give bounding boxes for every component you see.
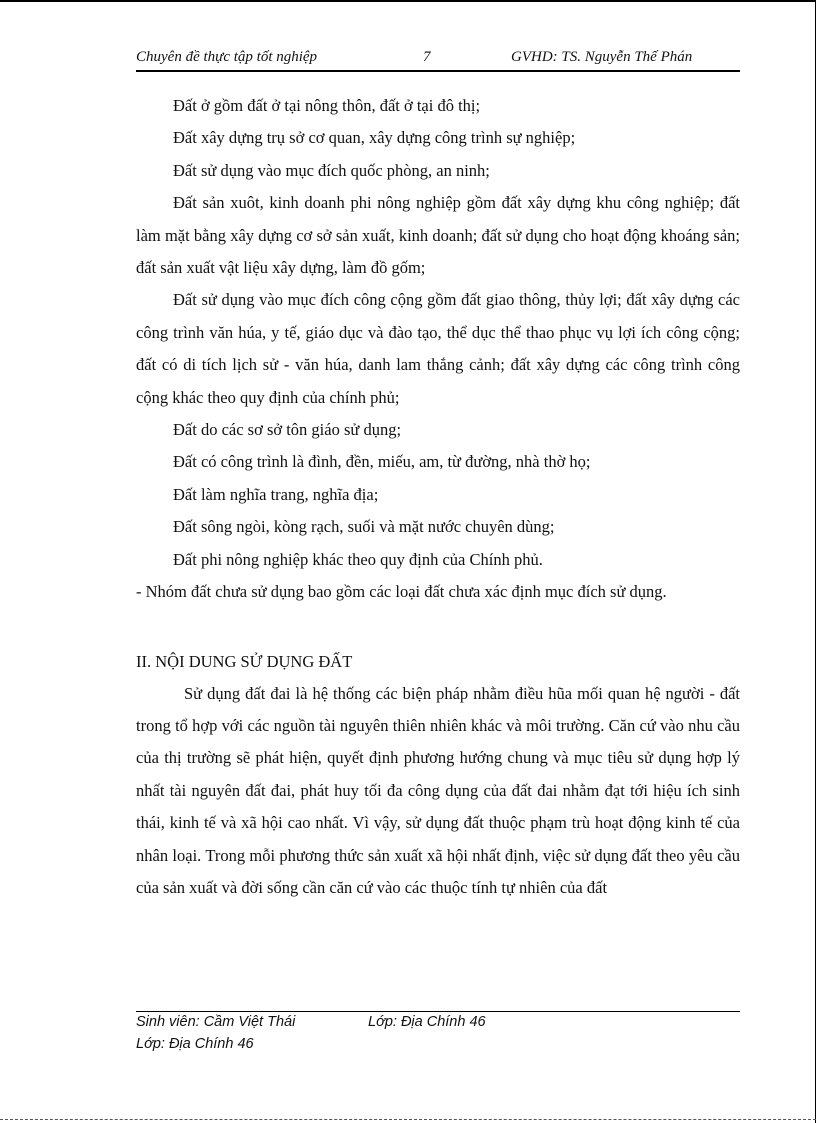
paragraph: Đất có công trình là đình, đền, miếu, am, từ đường, nhà thờ họ; [173,452,591,472]
document-body [136,90,740,904]
footer-class-repeat: Lớp: Địa Chính 46 [136,1036,254,1052]
page-header [136,48,740,72]
paragraph: - Nhóm đất chưa sử dụng bao gồm các loại đất chưa xác định mục đích sử dụng. [136,582,667,602]
section-paragraph: Sử dụng đất đai là hệ thống các biện pháp nhằm điều hũa mối quan hệ người - đất trong tổ hợp với các nguồn tài nguyên thiên nhiên khác và môi trường. Căn cứ vào nhu cầu của thị trường sẽ phát hiện, quyết định phương hướng chung và mục tiêu sử dụng hợp lý nhất tài nguyên đất đai, phát huy tối đa công dụng của đất đai nhằm đạt tới hiệu ích sinh thái, kinh tế và xã hội cao nhất. Vì vậy, sử dụng đất thuộc phạm trù hoạt động kinh tế của nhân loại. Trong mỗi phương thức sản xuất xã hội nhất định, việc sử dụng đất theo yêu cầu của sản xuất và đời sống cần căn cứ vào các thuộc tính tự nhiên của đất [136,683,740,897]
paragraph: Đất sử dụng vào mục đích công cộng gồm đất giao thông, thủy lợi; đất xây dựng các công trình văn húa, y tế, giáo dục và đào tạo, thể dục thể thao phục vụ lợi ích công cộng; đất có di tích lịch sử - văn húa, danh lam thắng cảnh; đất xây dựng các công trình công cộng khác theo quy định của chính phủ; [136,290,740,407]
header-advisor: GVHD: TS. Nguyễn Thế Phán [511,49,693,65]
page-footer [136,1011,740,1056]
section-heading: II. NỘI DUNG SỬ DỤNG ĐẤT [136,651,353,671]
paragraph: Đất phi nông nghiệp khác theo quy định của Chính phủ. [173,549,543,569]
paragraph: Đất ở gồm đất ở tại nông thôn, đất ở tại đô thị; [173,96,481,115]
page-break-line [0,1119,816,1120]
page-number: 7 [423,49,431,65]
paragraph: Đất sử dụng vào mục đích quốc phòng, an ninh; [173,160,490,180]
footer-student: Sinh viên: Cầm Việt Thái [136,1014,296,1030]
paragraph: Đất sông ngòi, kòng rạch, suối và mặt nước chuyên dùng; [173,517,555,537]
paragraph: Đất xây dựng trụ sở cơ quan, xây dựng công trình sự nghiệp; [173,128,576,148]
paragraph: Đất do các sơ sở tôn giáo sử dụng; [173,420,402,440]
header-title: Chuyên đề thực tập tốt nghiệp [136,49,318,65]
paragraph: Đất làm nghĩa trang, nghĩa địa; [173,484,379,504]
page-top-border [0,0,816,2]
paragraph: Đất sản xuôt, kinh doanh phi nông nghiệp gồm đất xây dựng khu công nghiệp; đất làm mặt bằng xây dựng cơ sở sản xuất, kinh doanh; đất sử dụng cho hoạt động khoáng sản; đất sản xuất vật liệu xây dựng, làm đồ gốm; [136,193,740,278]
footer-class: Lớp: Địa Chính 46 [368,1014,486,1030]
